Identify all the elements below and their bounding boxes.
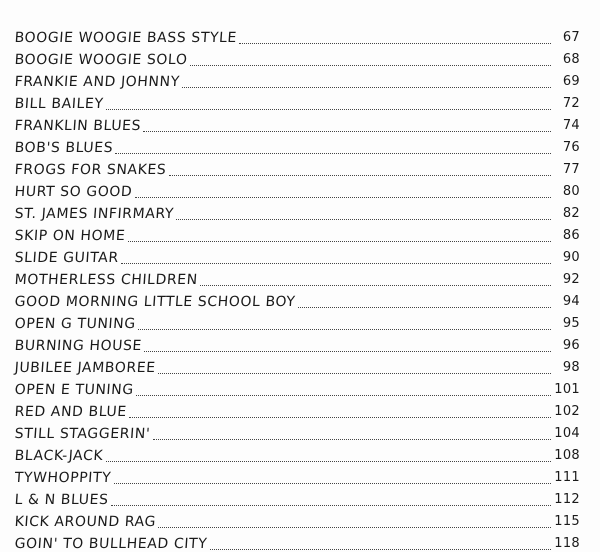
toc-entry (14, 509, 580, 531)
toc-entry-page-number: 77 (562, 162, 580, 177)
toc-entry (14, 289, 580, 311)
dot-leader (129, 417, 551, 418)
toc-entry-page-number: 80 (562, 184, 580, 199)
table-of-contents (14, 25, 580, 553)
toc-entry (14, 443, 580, 465)
toc-entry (14, 223, 580, 245)
toc-entry-page-number: 67 (562, 30, 580, 45)
toc-entry (14, 421, 580, 443)
toc-entry-title: GOOD MORNING LITTLE SCHOOL BOY (14, 294, 297, 310)
toc-entry-title: STILL STAGGERIN' (14, 426, 151, 442)
toc-entry-title: SKIP ON HOME (14, 228, 126, 244)
toc-entry-title: BOB'S BLUES (14, 140, 114, 156)
toc-entry (14, 487, 580, 509)
toc-entry-title: KICK AROUND RAG (14, 514, 157, 530)
toc-entry-title: JUBILEE JAMBOREE (14, 360, 157, 376)
dot-leader (169, 175, 551, 176)
toc-entry-page-number: 94 (562, 294, 580, 309)
toc-entry-page-number: 108 (554, 448, 580, 463)
toc-entry-title: FRANKIE AND JOHNNY (14, 74, 181, 90)
toc-entry-title: BOOGIE WOOGIE BASS STYLE (14, 30, 238, 46)
toc-entry (14, 135, 580, 157)
dot-leader (298, 307, 551, 308)
toc-entry (14, 333, 580, 355)
toc-entry-title: BLACK-JACK (14, 448, 104, 464)
toc-entry-page-number: 68 (562, 52, 580, 67)
dot-leader (158, 373, 551, 374)
toc-entry-title: FRANKLIN BLUES (14, 118, 142, 134)
dot-leader (182, 87, 551, 88)
toc-entry (14, 157, 580, 179)
dot-leader (136, 395, 551, 396)
toc-entry-title: OPEN E TUNING (14, 382, 135, 398)
dot-leader (115, 153, 551, 154)
toc-entry-title: OPEN G TUNING (14, 316, 137, 332)
toc-entry-title: BILL BAILEY (14, 96, 105, 112)
dot-leader (114, 483, 551, 484)
dot-leader (128, 241, 551, 242)
dot-leader (200, 285, 551, 286)
toc-entry-page-number: 95 (562, 316, 580, 331)
dot-leader (176, 219, 551, 220)
toc-entry-page-number: 92 (562, 272, 580, 287)
dot-leader (144, 351, 551, 352)
dot-leader (135, 197, 551, 198)
toc-entry-page-number: 74 (562, 118, 580, 133)
dot-leader (239, 43, 551, 44)
dot-leader (106, 109, 551, 110)
toc-entry-title: FROGS FOR SNAKES (14, 162, 167, 178)
toc-entry (14, 267, 580, 289)
dot-leader (138, 329, 551, 330)
toc-entry (14, 465, 580, 487)
toc-entry (14, 355, 580, 377)
dot-leader (153, 439, 551, 440)
toc-entry-page-number: 101 (554, 382, 580, 397)
toc-entry (14, 91, 580, 113)
toc-entry (14, 25, 580, 47)
dot-leader (190, 65, 551, 66)
toc-entry (14, 113, 580, 135)
toc-entry-page-number: 86 (562, 228, 580, 243)
toc-entry (14, 179, 580, 201)
dot-leader (121, 263, 551, 264)
dot-leader (158, 527, 551, 528)
toc-entry-page-number: 115 (554, 514, 580, 529)
toc-entry-title: BURNING HOUSE (14, 338, 143, 354)
toc-entry (14, 311, 580, 333)
dot-leader (143, 131, 551, 132)
dot-leader (210, 549, 551, 550)
toc-entry (14, 47, 580, 69)
toc-entry-page-number: 69 (562, 74, 580, 89)
toc-entry-title: BOOGIE WOOGIE SOLO (14, 52, 189, 68)
toc-entry-page-number: 90 (562, 250, 580, 265)
toc-entry-title: MOTHERLESS CHILDREN (14, 272, 199, 288)
toc-entry-page-number: 82 (562, 206, 580, 221)
toc-entry-title: HURT SO GOOD (14, 184, 133, 200)
toc-entry-page-number: 112 (554, 492, 580, 507)
toc-entry-page-number: 104 (554, 426, 580, 441)
toc-entry-page-number: 102 (554, 404, 580, 419)
toc-entry-title: GOIN' TO BULLHEAD CITY (14, 536, 208, 552)
toc-entry-page-number: 76 (562, 140, 580, 155)
toc-entry-title: RED AND BLUE (14, 404, 128, 420)
toc-entry-title: SLIDE GUITAR (14, 250, 120, 266)
toc-entry-title: L & N BLUES (14, 492, 110, 508)
toc-entry (14, 399, 580, 421)
toc-entry (14, 201, 580, 223)
toc-entry-page-number: 72 (562, 96, 580, 111)
toc-entry (14, 531, 580, 553)
toc-entry (14, 245, 580, 267)
toc-entry-page-number: 111 (554, 470, 580, 485)
dot-leader (106, 461, 551, 462)
toc-entry-page-number: 96 (562, 338, 580, 353)
toc-entry (14, 377, 580, 399)
dot-leader (111, 505, 551, 506)
toc-entry-page-number: 118 (554, 536, 580, 551)
toc-entry-page-number: 98 (562, 360, 580, 375)
toc-entry (14, 69, 580, 91)
toc-entry-title: TYWHOPPITY (14, 470, 112, 486)
toc-entry-title: ST. JAMES INFIRMARY (14, 206, 175, 222)
